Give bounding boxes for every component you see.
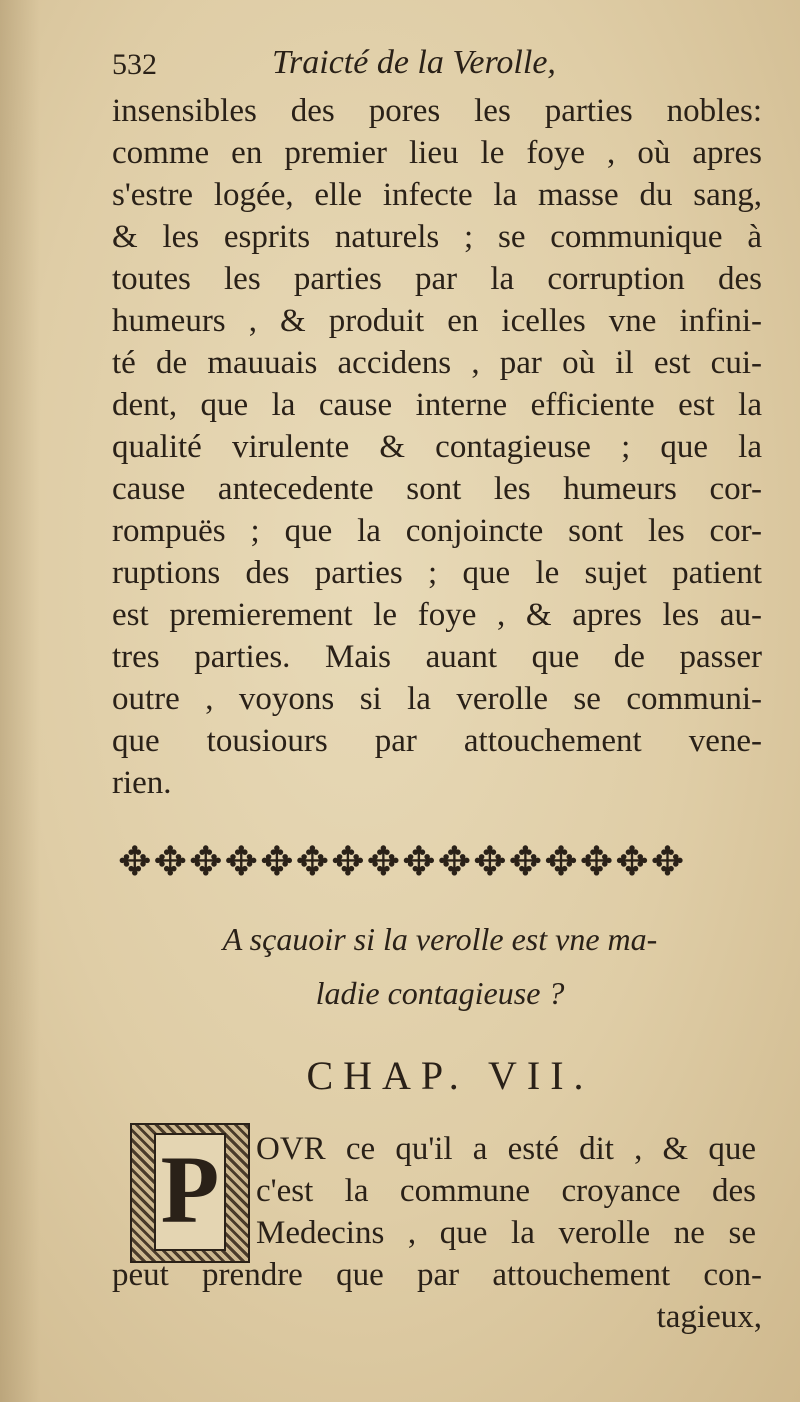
text-line: cause antecedente sont les humeurs cor- xyxy=(112,471,762,507)
running-title: Traicté de la Verolle, xyxy=(272,44,556,81)
text-line: insensibles des pores les parties nobles: xyxy=(112,93,762,129)
text-line: est premierement le foye , & apres les au- xyxy=(112,597,762,633)
text-line: dent, que la cause interne efficiente est la xyxy=(112,387,762,423)
text-line: té de mauuais accidens , par où il est cui- xyxy=(112,345,762,381)
section-title-line-2: ladie contagieuse ? xyxy=(315,975,565,1011)
chapter-paragraph-continued xyxy=(112,1254,762,1296)
text-line: OVR ce qu'il a esté dit , & que xyxy=(256,1131,756,1167)
text-line: rien. xyxy=(112,765,172,801)
text-line: comme en premier lieu le foye , où apres xyxy=(112,135,762,171)
text-line: Medecins , que la verolle ne se xyxy=(256,1215,756,1251)
text-line: c'est la commune croyance des xyxy=(256,1173,756,1209)
text-line: ruptions des parties ; que le sujet patient xyxy=(112,555,762,591)
body-paragraph xyxy=(112,90,762,804)
page-number: 532 xyxy=(112,48,157,81)
decorated-initial-letter: P xyxy=(154,1133,226,1251)
section-title-line-1: A sçauoir si la verolle est vne ma- xyxy=(222,921,658,957)
text-line: s'estre logée, elle infecte la masse du sang, xyxy=(112,177,762,213)
page-header xyxy=(112,40,752,90)
text-line: toutes les parties par la corruption des xyxy=(112,261,762,297)
catchword: tagieux, xyxy=(656,1299,762,1335)
text-line: & les esprits naturels ; se communique à xyxy=(112,219,762,255)
text-line: que tousiours par attouchement vene- xyxy=(112,723,762,759)
text-line: peut prendre que par attouchement con- xyxy=(112,1257,762,1293)
chapter-catchword xyxy=(112,1296,762,1338)
text-line: outre , voyons si la verolle se communi- xyxy=(112,681,762,717)
decorated-initial xyxy=(130,1123,250,1263)
section-title xyxy=(130,912,750,1020)
chapter-heading: CHAP. VII. xyxy=(306,1053,594,1098)
fleuron-ornament-row: ✥✥✥✥✥✥✥✥✥✥✥✥✥✥✥✥ xyxy=(118,839,687,884)
text-line: qualité virulente & contagieuse ; que la xyxy=(112,429,762,465)
text-line: tres parties. Mais auant que de passer xyxy=(112,639,762,675)
chapter-paragraph-indented xyxy=(256,1128,756,1254)
text-line: rompuës ; que la conjoincte sont les cor- xyxy=(112,513,762,549)
text-line: humeurs , & produit en icelles vne infini- xyxy=(112,303,762,339)
